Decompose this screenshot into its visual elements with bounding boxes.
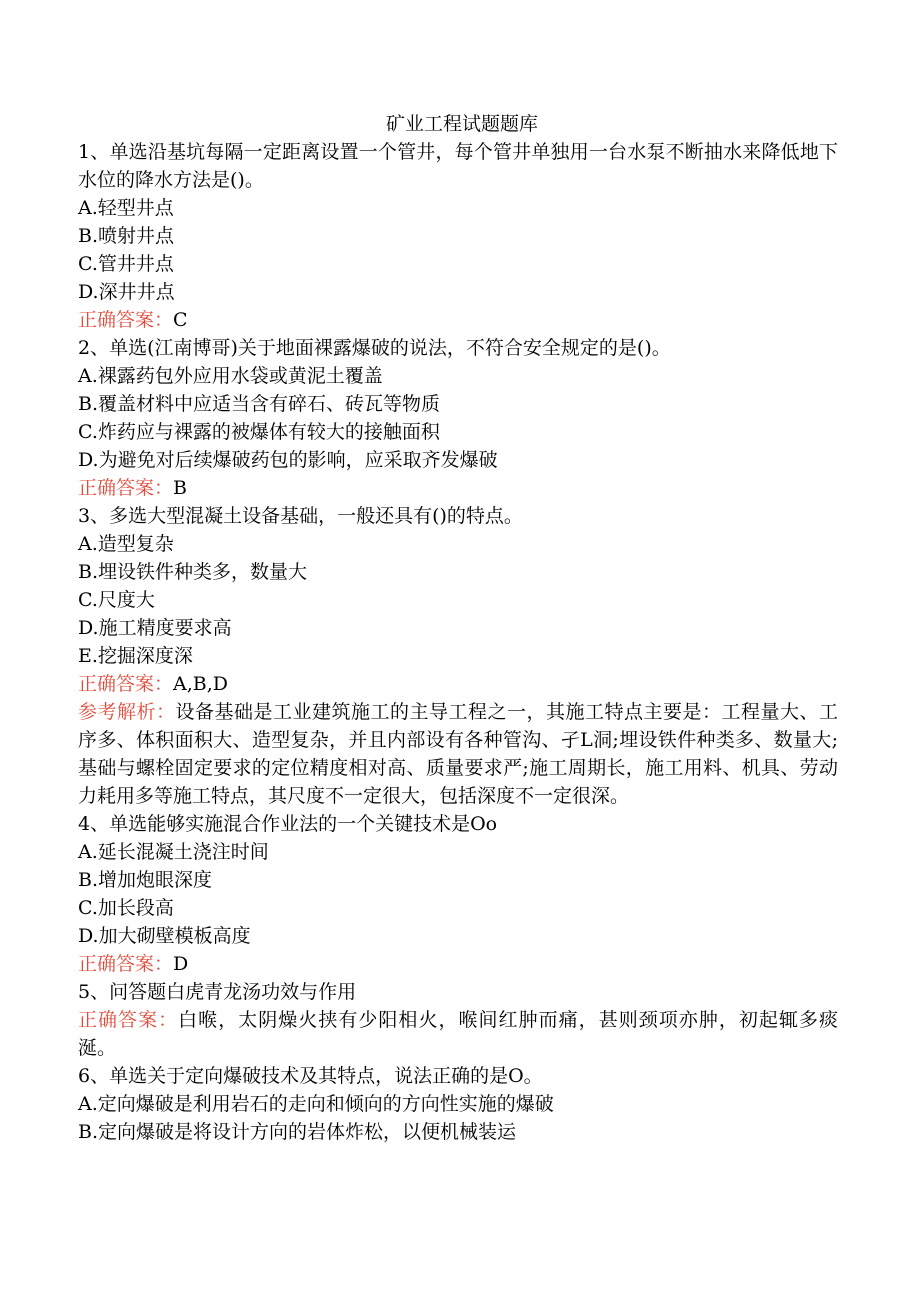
option-b: B.定向爆破是将设计方向的岩体炸松，以便机械装运 bbox=[78, 1121, 517, 1143]
analysis-row bbox=[78, 698, 838, 810]
answer-row bbox=[78, 474, 838, 502]
option-e: E.挖掘深度深 bbox=[78, 645, 193, 667]
question-stem: 6、单选关于定向爆破技术及其特点，说法正确的是O。 bbox=[78, 1065, 543, 1087]
option-b: B.喷射井点 bbox=[78, 225, 175, 247]
question-3 bbox=[78, 502, 838, 810]
question-stem: 3、多选大型混凝土设备基础，一般还具有()的特点。 bbox=[78, 505, 523, 527]
answer-row bbox=[78, 1006, 838, 1062]
option-b: B.覆盖材料中应适当含有碎石、砖瓦等物质 bbox=[78, 393, 441, 415]
answer-row bbox=[78, 950, 838, 978]
question-5 bbox=[78, 978, 838, 1062]
option-d: D.深井井点 bbox=[78, 281, 175, 303]
answer-label: 正确答案： bbox=[78, 673, 174, 695]
option-a: A.定向爆破是利用岩石的走向和倾向的方向性实施的爆破 bbox=[78, 1093, 554, 1115]
answer-value: B bbox=[173, 477, 187, 499]
question-1 bbox=[78, 138, 838, 334]
answer-value: A,B,D bbox=[173, 673, 229, 695]
answer-value: D bbox=[173, 953, 189, 975]
option-a: A.造型复杂 bbox=[78, 533, 174, 555]
option-c: C.加长段高 bbox=[78, 897, 174, 919]
answer-label: 正确答案： bbox=[78, 309, 174, 331]
answer-label: 正确答案： bbox=[78, 1009, 179, 1031]
answer-label: 正确答案： bbox=[78, 953, 174, 975]
answer-value: 白喉，太阴燥火挟有少阳相火，喉间红肿而痛，甚则颈项亦肿，初起辄多痰涎。 bbox=[78, 1009, 838, 1059]
document-title: 矿业工程试题题库 bbox=[385, 113, 538, 135]
question-stem: 4、单选能够实施混合作业法的一个关键技术是Oo bbox=[78, 813, 498, 835]
option-b: B.增加炮眼深度 bbox=[78, 869, 213, 891]
answer-label: 正确答案： bbox=[78, 477, 174, 499]
option-b: B.埋设铁件种类多，数量大 bbox=[78, 561, 308, 583]
option-a: A.轻型井点 bbox=[78, 197, 174, 219]
option-d: D.为避免对后续爆破药包的影响，应采取齐发爆破 bbox=[78, 449, 498, 471]
option-d: D.施工精度要求高 bbox=[78, 617, 232, 639]
answer-value: C bbox=[173, 309, 188, 331]
document-page bbox=[78, 110, 838, 1146]
question-stem: 5、问答题白虎青龙汤功效与作用 bbox=[78, 981, 357, 1003]
question-2 bbox=[78, 334, 838, 502]
option-c: C.炸药应与裸露的被爆体有较大的接触面积 bbox=[78, 421, 440, 443]
question-stem: 2、单选(江南博哥)关于地面裸露爆破的说法，不符合安全规定的是()。 bbox=[78, 337, 671, 359]
question-6 bbox=[78, 1062, 838, 1146]
analysis-text: 设备基础是工业建筑施工的主导工程之一，其施工特点主要是：工程量大、工序多、体积面积大、造型复杂，并且内部设有各种管沟、孑L洞;埋设铁件种类多、数量大;基础与螺栓固定要求的定位精度相对高、质量要求严;施工周期长，施工用料、机具、劳动力耗用多等施工特点，其尺度不一定很大，包括深度不一定很深。 bbox=[78, 701, 838, 807]
option-c: C.管井井点 bbox=[78, 253, 174, 275]
option-a: A.延长混凝土浇注时间 bbox=[78, 841, 269, 863]
option-a: A.裸露药包外应用水袋或黄泥土覆盖 bbox=[78, 365, 383, 387]
answer-row bbox=[78, 670, 838, 698]
question-stem: 1、单选沿基坑每隔一定距离设置一个管井，每个管井单独用一台水泵不断抽水来降低地下水位的降水方法是()。 bbox=[78, 141, 838, 191]
option-c: C.尺度大 bbox=[78, 589, 155, 611]
analysis-label: 参考解析： bbox=[78, 701, 176, 723]
option-d: D.加大砌壁模板高度 bbox=[78, 925, 251, 947]
answer-row bbox=[78, 306, 838, 334]
question-4 bbox=[78, 810, 838, 978]
